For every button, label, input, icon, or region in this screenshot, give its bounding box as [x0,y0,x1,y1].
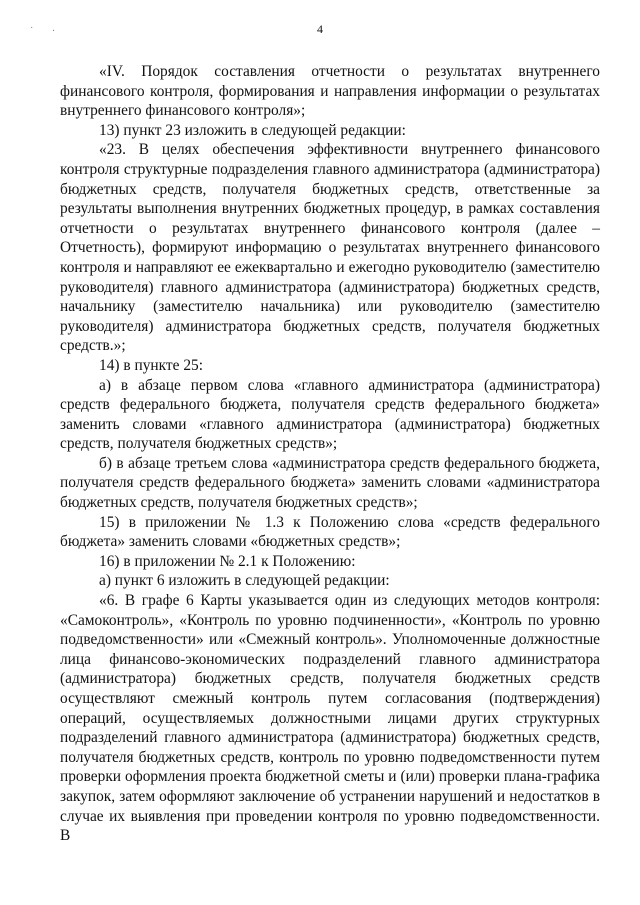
item-14b-paragraph: б) в абзаце третьем слова «администратора средств федерального бюджета, получателя средств федерального бюджета» заменить словами «администратора бюджетных средств, получателя бюджетных средств»; [60,454,600,512]
item-16-paragraph: 16) в приложении № 2.1 к Положению: [99,552,356,570]
item-14-paragraph: 14) в пункте 25: [99,356,203,374]
clause-6-paragraph: «6. В графе 6 Карты указывается один из следующих методов контроля: «Самоконтроль», «Контроль по уровню подчиненности», «Контроль по уровню подведомственности» или «Смежный контроль». Уполномоченные должностные лица финансово-экономических подразделений главного администратора (администратора) бюджетных средств, получателя бюджетных средств осуществляют смежный контроль путем согласования (подтверждения) операций, осуществляемых должностными лицами других структурных подразделений главного администратора (администратора) бюджетных средств, получателя бюджетных средств, контроль по уровню подведомственности путем проверки оформления проекта бюджетной сметы и (или) проверки плана-графика закупок, затем оформляют заключение об устранении нарушений и недостатков в случае их выявления при проведении контроля по уровню подведомственности. В [60,592,600,845]
document-body [60,62,600,846]
item-16a-paragraph: а) пункт 6 изложить в следующей редакции: [99,572,390,590]
section-heading-paragraph: «IV. Порядок составления отчетности о результатах внутреннего финансового контроля, формирования и направления информации о результатах внутреннего финансового контроля»; [60,63,600,120]
item-14a-paragraph: а) в абзаце первом слова «главного администратора (администратора) средств федерального бюджета, получателя средств федерального бюджета» заменить словами «главного администратора (администратора) бюджетных средств, получателя бюджетных средств»; [60,376,600,453]
item-15-paragraph: 15) в приложении № 1.3 к Положению слова «средств федерального бюджета» заменить словами «бюджетных средств»; [60,513,600,551]
scan-specks: ˙ · [30,26,64,37]
item-13-paragraph: 13) пункт 23 изложить в следующей редакции: [99,121,406,139]
clause-23-paragraph: «23. В целях обеспечения эффективности внутреннего финансового контроля структурные подразделения главного администратора (администратора) бюджетных средств, получателя бюджетных средств, ответственные за результаты выполнения внутренних бюджетных процедур, в рамках составления отчетности о результатах внутреннего финансового контроля (далее – Отчетность), формируют информацию о результатах внутреннего финансового контроля и направляют ее ежеквартально и ежегодно руководителю (заместителю руководителя) главного администратора (администратора) бюджетных средств, начальнику (заместителю начальника) или руководителю (заместителю руководителя) администратора бюджетных средств, получателя бюджетных средств.»; [60,141,600,355]
page-number: 4 [317,22,323,36]
